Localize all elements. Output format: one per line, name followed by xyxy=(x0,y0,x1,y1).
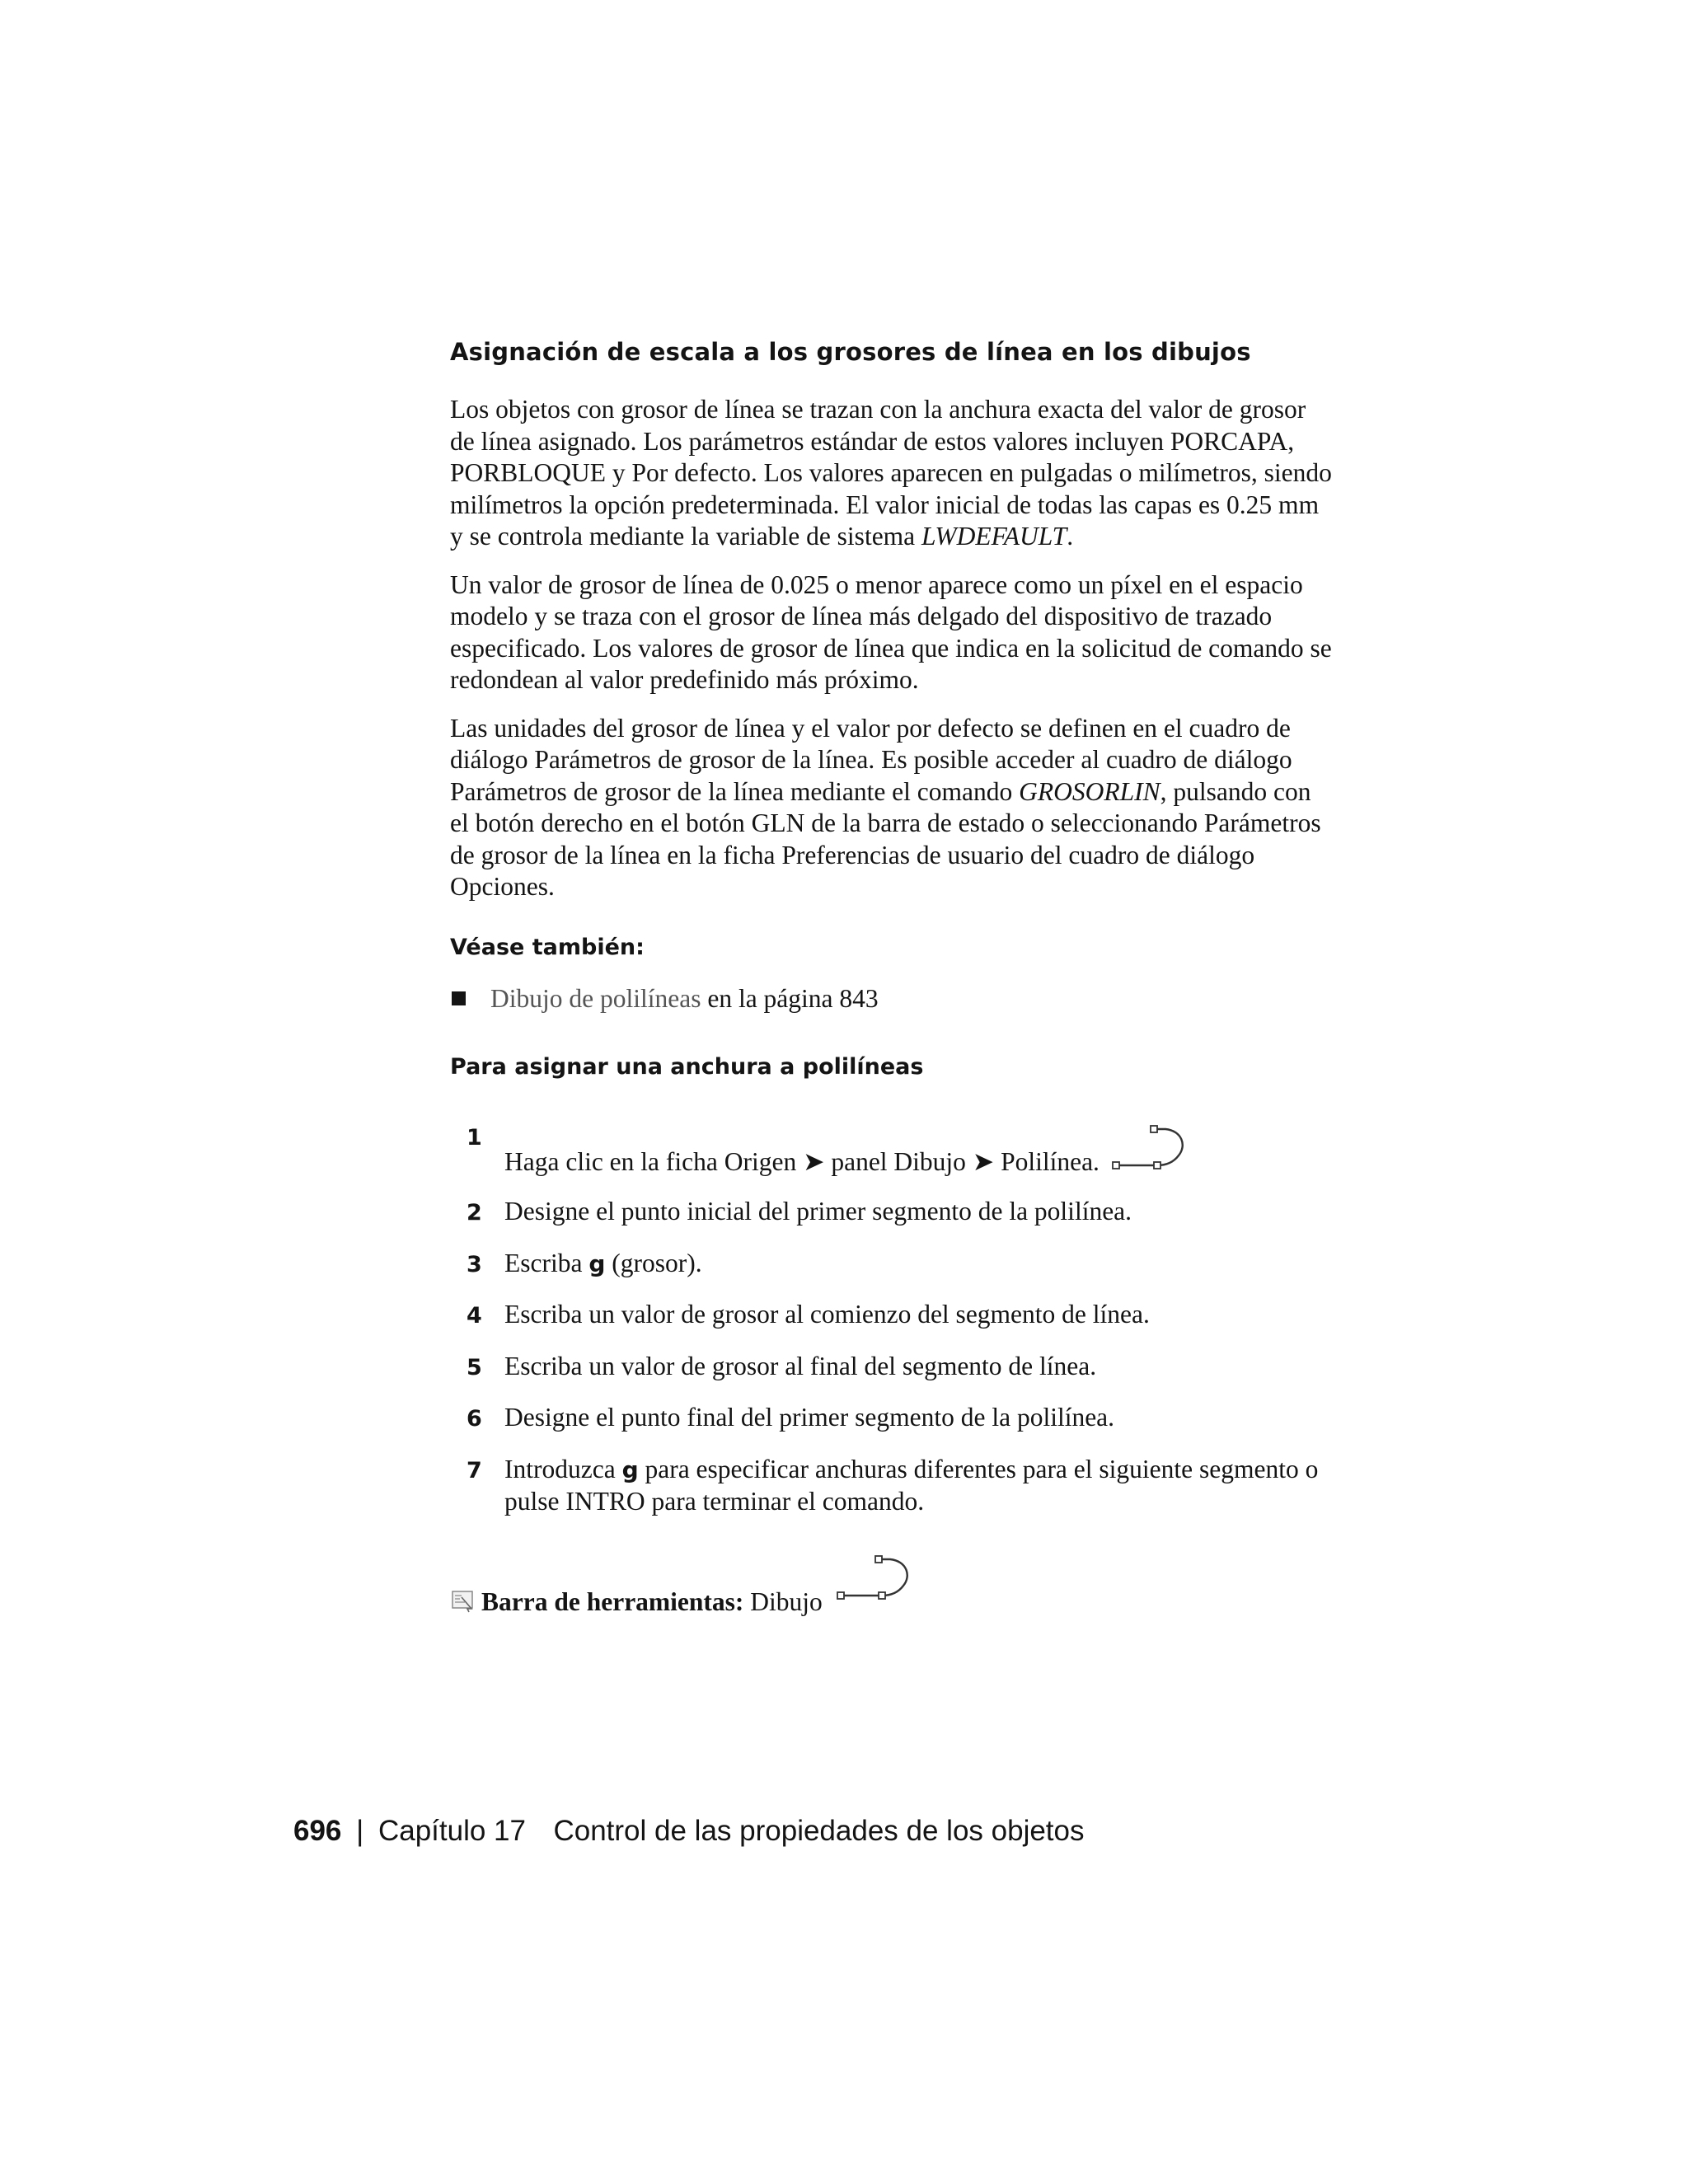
page-content xyxy=(450,338,1332,1617)
step-number: 7 xyxy=(467,1457,482,1483)
step-1 xyxy=(450,1121,1332,1179)
step-text: Designe el punto inicial del primer segmento de la polilínea. xyxy=(504,1197,1132,1226)
step-6 xyxy=(450,1402,1332,1436)
toolbar-label: Barra de herramientas: xyxy=(481,1586,744,1616)
step-number: 6 xyxy=(467,1406,482,1432)
footer-separator: | xyxy=(356,1815,364,1847)
step-text: Escriba un valor de grosor al final del segmento de línea. xyxy=(504,1351,1097,1380)
step-number: 3 xyxy=(467,1251,482,1277)
step-text xyxy=(504,1454,1332,1518)
step-7 xyxy=(450,1454,1332,1518)
command-name: GROSORLIN xyxy=(1019,776,1160,806)
paragraph-1 xyxy=(450,394,1332,553)
step-text-post: para especificar anchuras diferentes para el siguiente segmento o pulse INTRO para terminar el comando. xyxy=(504,1454,1325,1516)
chapter-title: Control de las propiedades de los objetos xyxy=(553,1815,1085,1847)
toolbar-icon xyxy=(450,1589,476,1614)
section-title: Asignación de escala a los grosores de línea en los dibujos xyxy=(450,338,1251,366)
see-also-item xyxy=(450,983,1332,1015)
step-number: 2 xyxy=(467,1200,482,1226)
procedure-title: Para asignar una anchura a polilíneas xyxy=(450,1053,924,1080)
step-text: Escriba un valor de grosor al comienzo del segmento de línea. xyxy=(504,1300,1150,1329)
toolbar-reference xyxy=(450,1551,1332,1617)
step-text: Haga clic en la ficha Origen ➤ panel Dibujo ➤ Polilínea. xyxy=(504,1146,1100,1176)
see-also-page-ref: en la página 843 xyxy=(701,983,879,1013)
system-variable-name: LWDEFAULT xyxy=(921,522,1067,551)
step-5 xyxy=(450,1351,1332,1385)
step-text-pre: Introduzca xyxy=(504,1454,622,1483)
step-3 xyxy=(450,1248,1332,1282)
polyline-icon xyxy=(1111,1121,1187,1175)
chapter-label: Capítulo 17 xyxy=(377,1815,526,1847)
step-text-pre: Escriba xyxy=(504,1248,589,1277)
bullet-square-icon xyxy=(452,991,466,1005)
toolbar-value: Dibujo xyxy=(750,1586,823,1616)
step-number: 1 xyxy=(467,1124,482,1151)
paragraph-3-text-b: , pulsando con el botón derecho en el botón GLN de la barra de estado o seleccionando Parámetros de grosor de la línea en la ficha Preferencias de usuario del cuadro de diálogo Opciones. xyxy=(450,776,1321,901)
step-text xyxy=(504,1248,1332,1282)
step-key: g xyxy=(588,1249,606,1277)
step-text: Designe el punto final del primer segmento de la polilínea. xyxy=(504,1403,1115,1432)
step-4 xyxy=(450,1299,1332,1333)
paragraph-3 xyxy=(450,713,1332,903)
step-text-post: (grosor). xyxy=(605,1248,702,1277)
procedure-steps xyxy=(450,1121,1332,1518)
see-also-title: Véase también: xyxy=(450,934,645,960)
step-2 xyxy=(450,1196,1332,1230)
page-footer xyxy=(293,1815,1085,1848)
page-number: 696 xyxy=(293,1815,342,1847)
paragraph-1-end: . xyxy=(1067,522,1074,551)
step-number: 4 xyxy=(467,1303,482,1329)
step-text-wrap xyxy=(504,1121,1332,1179)
see-also-link[interactable]: Dibujo de polilíneas xyxy=(490,983,701,1013)
paragraph-2: Un valor de grosor de línea de 0.025 o menor aparece como un píxel en el espacio modelo y se traza con el grosor de línea más delgado del dispositivo de trazado especificado. Los valores de grosor de línea que indica en la solicitud de comando se redondean al valor predefinido más próximo. xyxy=(450,569,1332,694)
paragraph-3-text-a: Las unidades del grosor de línea y el valor por defecto se definen en el cuadro de diálogo Parámetros de grosor de la línea. Es posible acceder al cuadro de diálogo Parámetros de grosor de la línea mediante el comando xyxy=(450,713,1292,806)
paragraph-1-text: Los objetos con grosor de línea se trazan con la anchura exacta del valor de grosor de línea asignado. Los parámetros estándar de estos valores incluyen PORCAPA, PORBLOQUE y Por defecto. Los valores aparecen en pulgadas o milímetros, siendo milímetros la opción predeterminada. El valor inicial de todas las capas es 0.25 mm y se controla mediante la variable de sistema xyxy=(450,395,1332,551)
polyline-icon xyxy=(836,1551,912,1605)
step-key: g xyxy=(621,1455,639,1483)
step-number: 5 xyxy=(467,1354,482,1380)
